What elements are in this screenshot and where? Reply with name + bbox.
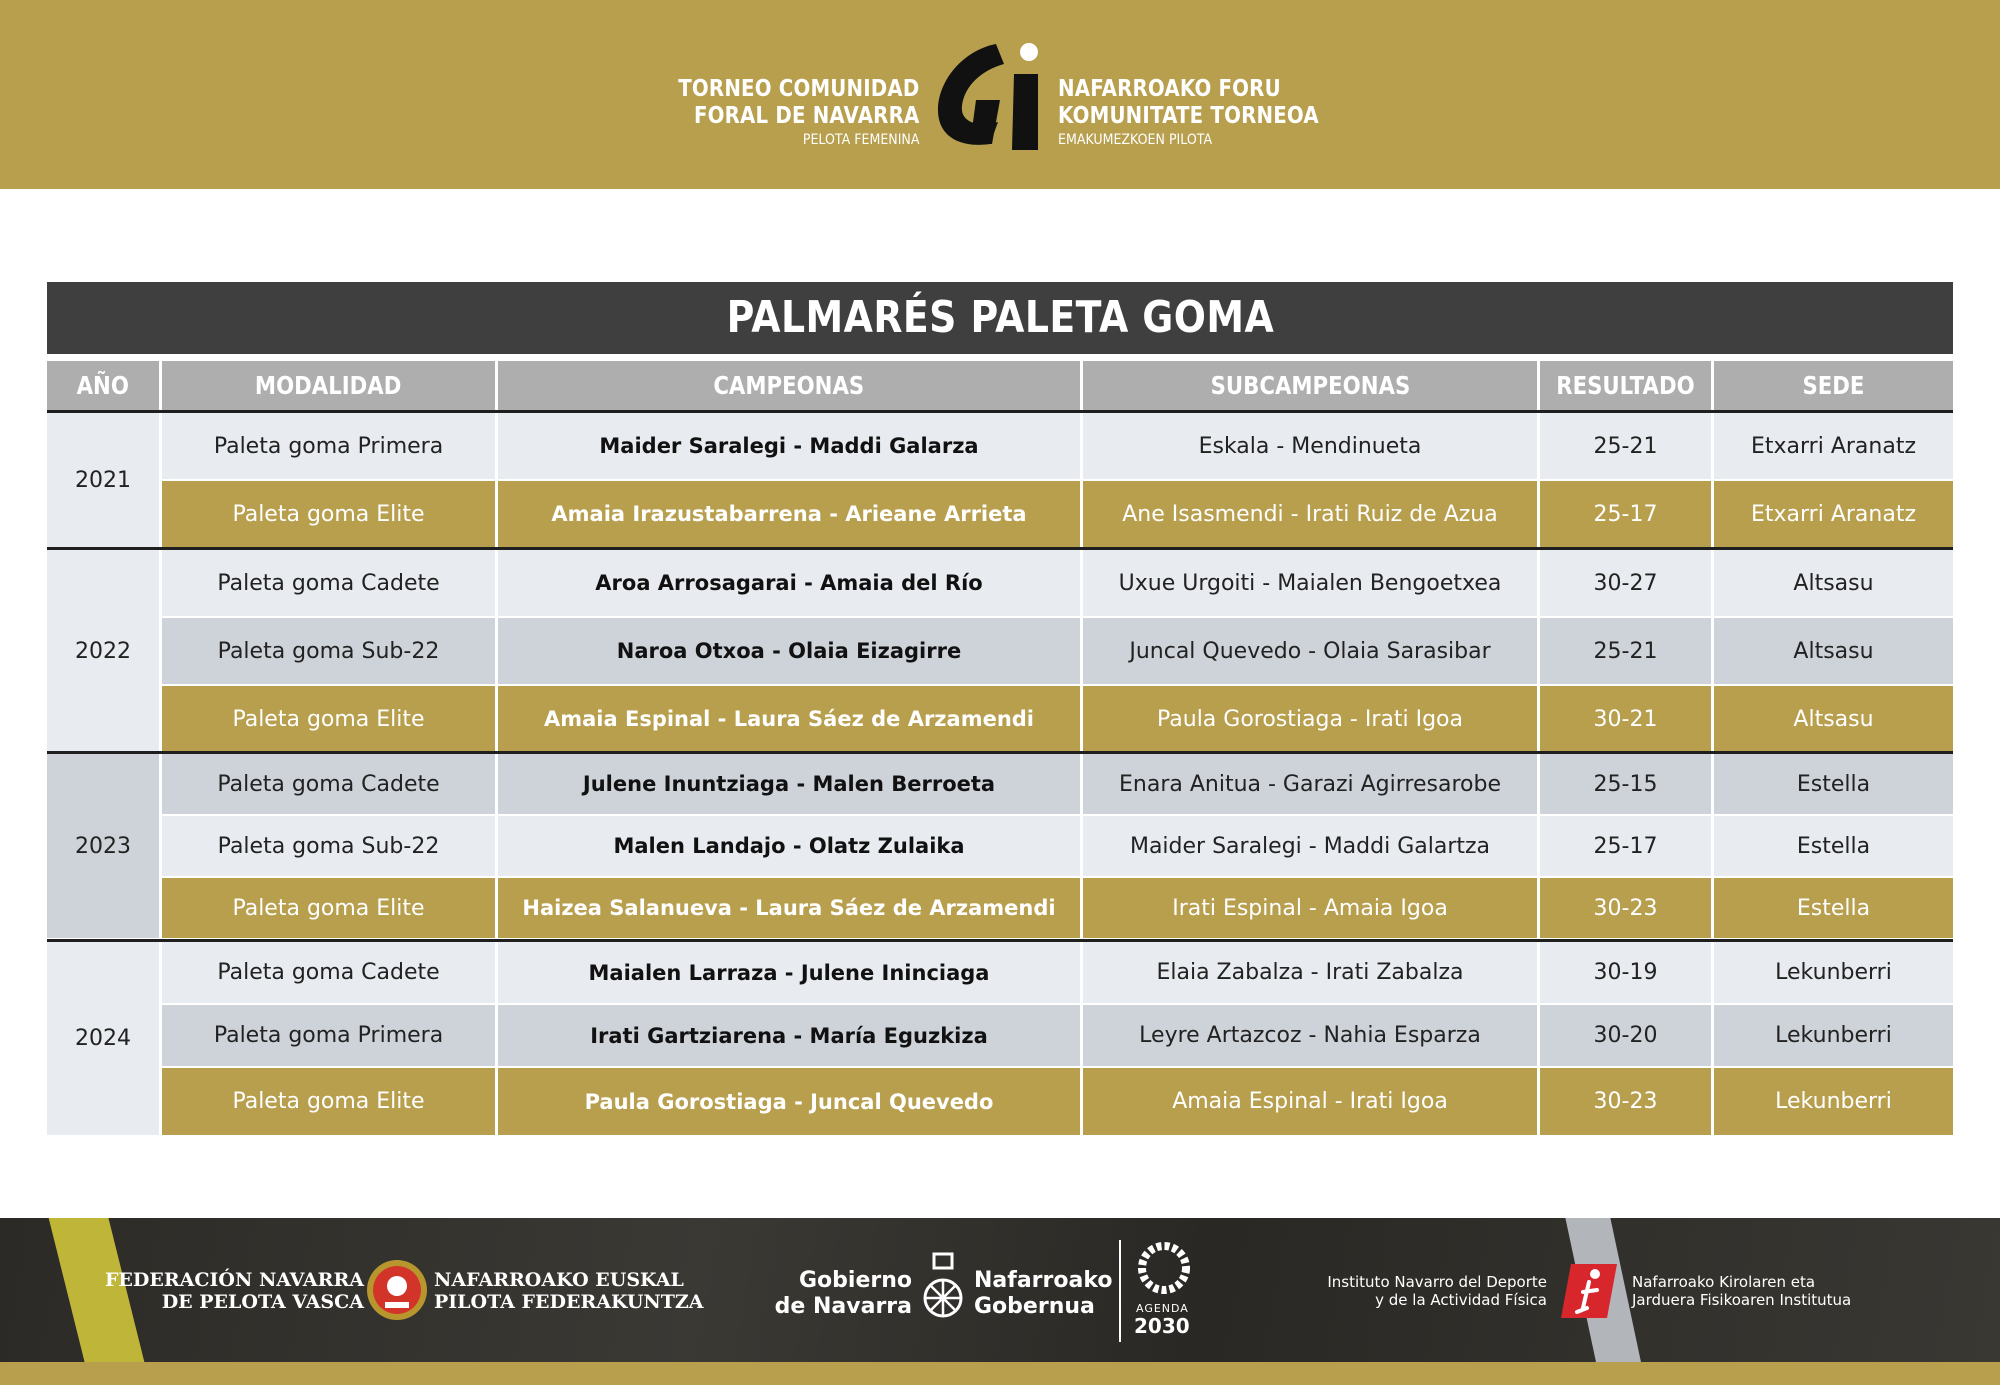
cell-resultado: 25-21 (1540, 618, 1711, 684)
cell-subcampeonas: Enara Anitua - Garazi Agirresarobe (1083, 754, 1537, 814)
year-group-divider (47, 547, 1953, 550)
header-title-es (639, 76, 919, 150)
page-title: PALMARÉS PALETA GOMA (726, 292, 1274, 343)
cell-modalidad: Paleta goma Cadete (162, 942, 495, 1003)
header-left-subtitle: PELOTA FEMENINA (802, 132, 919, 148)
column-header-resultado: RESULTADO (1540, 361, 1711, 410)
agenda-2030-icon (1134, 1238, 1194, 1298)
header-left-line-2: FORAL DE NAVARRA (693, 103, 919, 129)
cell-modalidad: Paleta goma Primera (162, 413, 495, 479)
cell-subcampeonas: Elaia Zabalza - Irati Zabalza (1083, 942, 1537, 1003)
column-header-subcampeonas: SUBCAMPEONAS (1083, 361, 1537, 410)
cell-campeonas: Haizea Salanueva - Laura Sáez de Arzamendi (498, 878, 1080, 938)
agenda-year: 2030 (1134, 1314, 1190, 1338)
cell-sede: Estella (1714, 878, 1953, 938)
cell-sede: Etxarri Aranatz (1714, 481, 1953, 547)
cell-resultado: 30-23 (1540, 1068, 1711, 1135)
cell-modalidad: Paleta goma Primera (162, 1005, 495, 1066)
agenda-label: AGENDA (1136, 1302, 1189, 1315)
tournament-logo-icon (934, 40, 1044, 152)
cell-sede: Estella (1714, 816, 1953, 876)
cell-resultado: 25-17 (1540, 481, 1711, 547)
cell-modalidad: Paleta goma Elite (162, 878, 495, 938)
year-cell: 2021 (47, 413, 159, 547)
year-cell: 2023 (47, 754, 159, 938)
cell-subcampeonas: Eskala - Mendinueta (1083, 413, 1537, 479)
year-group-divider (47, 939, 1953, 942)
cell-modalidad: Paleta goma Sub-22 (162, 618, 495, 684)
footer-bottom-strip (0, 1362, 2000, 1385)
header-right-subtitle: EMAKUMEZKOEN PILOTA (1058, 132, 1213, 148)
institute-logo-icon (1557, 1258, 1621, 1324)
cell-resultado: 30-19 (1540, 942, 1711, 1003)
header-right-line-2: KOMUNITATE TORNEOA (1058, 103, 1319, 129)
cell-sede: Lekunberri (1714, 942, 1953, 1003)
cell-modalidad: Paleta goma Elite (162, 1068, 495, 1135)
header-title-eu (1058, 76, 1361, 150)
cell-campeonas: Irati Gartziarena - María Eguzkiza (498, 1005, 1080, 1066)
federation-emblem-icon (365, 1258, 429, 1322)
cell-sede: Altsasu (1714, 550, 1953, 616)
cell-subcampeonas: Amaia Espinal - Irati Igoa (1083, 1068, 1537, 1135)
cell-modalidad: Paleta goma Elite (162, 481, 495, 547)
cell-campeonas: Amaia Espinal - Laura Sáez de Arzamendi (498, 686, 1080, 752)
cell-sede: Altsasu (1714, 686, 1953, 752)
navarra-coat-of-arms-icon (920, 1250, 966, 1328)
column-header-year: AÑO (47, 361, 159, 410)
cell-sede: Etxarri Aranatz (1714, 413, 1953, 479)
header-banner (0, 0, 2000, 189)
cell-sede: Altsasu (1714, 618, 1953, 684)
cell-resultado: 25-17 (1540, 816, 1711, 876)
federation-name-es: FEDERACIÓN NAVARRA DE PELOTA VASCA (104, 1269, 364, 1313)
cell-resultado: 30-20 (1540, 1005, 1711, 1066)
column-header-campeonas: CAMPEONAS (498, 361, 1080, 410)
cell-modalidad: Paleta goma Cadete (162, 754, 495, 814)
cell-subcampeonas: Paula Gorostiaga - Irati Igoa (1083, 686, 1537, 752)
cell-campeonas: Maider Saralegi - Maddi Galarza (498, 413, 1080, 479)
cell-campeonas: Maialen Larraza - Julene Ininciaga (498, 942, 1080, 1003)
cell-modalidad: Paleta goma Cadete (162, 550, 495, 616)
cell-resultado: 30-21 (1540, 686, 1711, 752)
header-left-line-1: TORNEO COMUNIDAD (677, 76, 919, 102)
cell-resultado: 25-15 (1540, 754, 1711, 814)
institute-name-es: Instituto Navarro del Deporte y de la Actividad Física (1327, 1273, 1547, 1309)
column-header-modalidad: MODALIDAD (162, 361, 495, 410)
federation-name-eu: NAFARROAKO EUSKAL PILOTA FEDERAKUNTZA (434, 1269, 704, 1313)
cell-resultado: 25-21 (1540, 413, 1711, 479)
cell-subcampeonas: Leyre Artazcoz - Nahia Esparza (1083, 1005, 1537, 1066)
cell-resultado: 30-23 (1540, 878, 1711, 938)
year-cell: 2022 (47, 550, 159, 752)
cell-sede: Estella (1714, 754, 1953, 814)
year-group-divider (47, 751, 1953, 754)
cell-campeonas: Paula Gorostiaga - Juncal Quevedo (498, 1068, 1080, 1135)
cell-subcampeonas: Maider Saralegi - Maddi Galartza (1083, 816, 1537, 876)
cell-subcampeonas: Juncal Quevedo - Olaia Sarasibar (1083, 618, 1537, 684)
footer-sponsors (0, 1218, 2000, 1385)
cell-subcampeonas: Ane Isasmendi - Irati Ruiz de Azua (1083, 481, 1537, 547)
cell-subcampeonas: Uxue Urgoiti - Maialen Bengoetxea (1083, 550, 1537, 616)
column-header-sede: SEDE (1714, 361, 1953, 410)
year-cell: 2024 (47, 942, 159, 1135)
table-title-bar (47, 282, 1953, 354)
cell-campeonas: Julene Inuntziaga - Malen Berroeta (498, 754, 1080, 814)
cell-campeonas: Malen Landajo - Olatz Zulaika (498, 816, 1080, 876)
cell-modalidad: Paleta goma Sub-22 (162, 816, 495, 876)
header-right-line-1: NAFARROAKO FORU (1058, 76, 1281, 102)
government-name-eu: Nafarroako Gobernua (974, 1268, 1113, 1319)
cell-campeonas: Amaia Irazustabarrena - Arieane Arrieta (498, 481, 1080, 547)
cell-campeonas: Aroa Arrosagarai - Amaia del Río (498, 550, 1080, 616)
government-name-es: Gobierno de Navarra (774, 1268, 912, 1319)
cell-campeonas: Naroa Otxoa - Olaia Eizagirre (498, 618, 1080, 684)
cell-modalidad: Paleta goma Elite (162, 686, 495, 752)
institute-name-eu: Nafarroako Kirolaren eta Jarduera Fisikoaren Institutua (1632, 1273, 1852, 1309)
cell-sede: Lekunberri (1714, 1068, 1953, 1135)
footer-divider (1119, 1240, 1121, 1342)
cell-resultado: 30-27 (1540, 550, 1711, 616)
cell-sede: Lekunberri (1714, 1005, 1953, 1066)
cell-subcampeonas: Irati Espinal - Amaia Igoa (1083, 878, 1537, 938)
